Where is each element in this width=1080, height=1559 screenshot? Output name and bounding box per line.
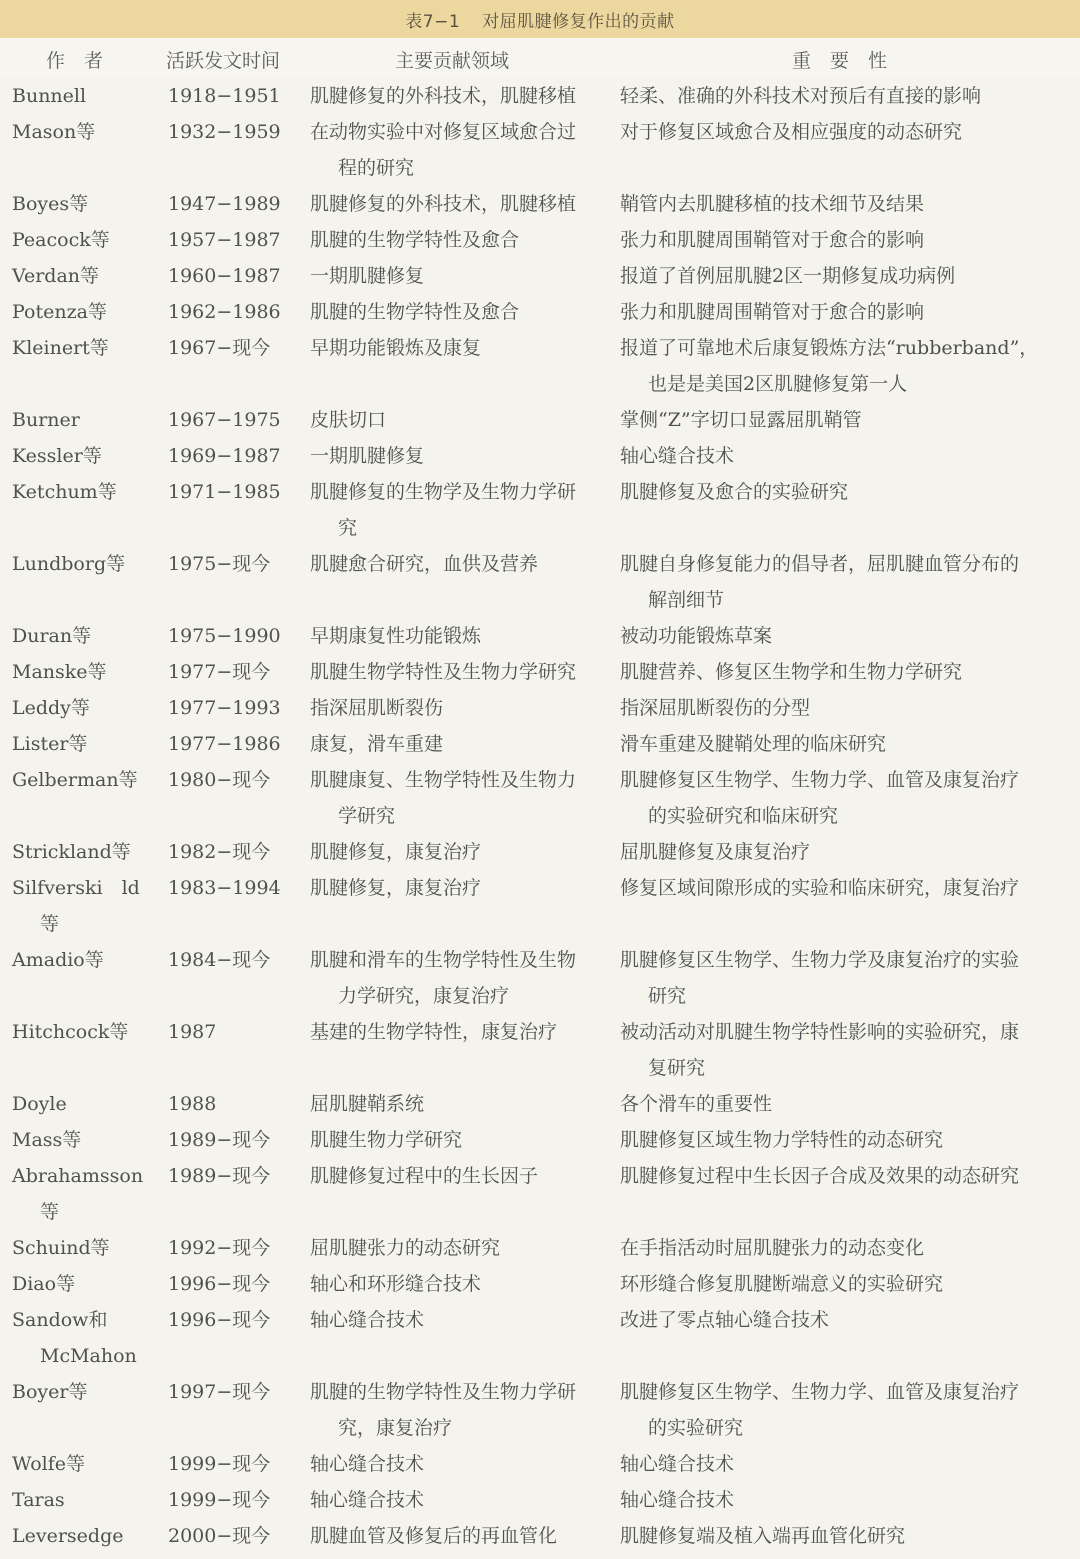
field-cell-line: 早期功能锻炼及康复: [310, 337, 482, 359]
author-cell-line: Abrahamsson: [12, 1165, 144, 1187]
field-cell: [310, 294, 610, 330]
table-row: [0, 690, 1080, 726]
table-row: [0, 654, 1080, 690]
header-author: 作 者: [46, 50, 104, 72]
table-row: [0, 1302, 1080, 1374]
field-cell-line: 轴心缝合技术: [310, 1309, 425, 1331]
table-row: [0, 1482, 1080, 1518]
period-cell: [168, 726, 298, 762]
author-cell: [12, 942, 152, 978]
author-cell-line: Taras: [12, 1489, 65, 1511]
field-cell: [310, 942, 610, 1014]
field-cell: [310, 78, 610, 114]
importance-cell: [620, 1482, 1075, 1518]
author-cell: [12, 1266, 152, 1302]
importance-cell-line: 也是是美国2区肌腱修复第一人: [648, 373, 908, 395]
table-row: [0, 1374, 1080, 1446]
period-cell: [168, 1086, 298, 1122]
author-cell: [12, 258, 152, 294]
period-text: 2000−现今: [168, 1525, 271, 1547]
importance-cell-line: 的实验研究和临床研究: [648, 805, 839, 827]
importance-cell-line: 被动功能锻炼草案: [620, 625, 773, 647]
field-cell-line: 肌腱和滑车的生物学特性及生物: [310, 949, 577, 971]
field-cell-line: 屈肌腱张力的动态研究: [310, 1237, 501, 1259]
importance-cell-line: 被动活动对肌腱生物学特性影响的实验研究，康: [620, 1021, 1020, 1043]
importance-cell-line: 对于修复区域愈合及相应强度的动态研究: [620, 121, 963, 143]
author-cell: [12, 1482, 152, 1518]
author-cell: [12, 834, 152, 870]
field-cell: [310, 1122, 610, 1158]
importance-cell-line: 肌腱修复区生物学、生物力学及康复治疗的实验: [620, 949, 1020, 971]
period-cell: [168, 1374, 298, 1410]
field-cell-line: 基建的生物学特性，康复治疗: [310, 1021, 558, 1043]
period-text: 1992−现今: [168, 1237, 271, 1259]
importance-cell-line: 解剖细节: [648, 589, 725, 611]
table-row: [0, 474, 1080, 546]
importance-cell-line: 滑车重建及腱鞘处理的临床研究: [620, 733, 887, 755]
author-cell: [12, 114, 152, 150]
author-cell-line: Wolfe等: [12, 1453, 86, 1475]
period-cell: [168, 1266, 298, 1302]
field-cell: [310, 834, 610, 870]
author-cell-line: Gelberman等: [12, 769, 138, 791]
period-text: 1971−1985: [168, 481, 281, 503]
field-cell: [310, 1266, 610, 1302]
period-cell: [168, 1518, 298, 1554]
table-row: [0, 1518, 1080, 1554]
importance-cell-line: 轴心缝合技术: [620, 1489, 735, 1511]
importance-cell: [620, 834, 1075, 870]
field-cell-line: 究，康复治疗: [338, 1417, 453, 1439]
field-cell-line: 指深屈肌断裂伤: [310, 697, 444, 719]
table-number: 表7−1: [405, 11, 461, 32]
field-cell-line: 肌腱修复，康复治疗: [310, 841, 482, 863]
period-cell: [168, 222, 298, 258]
importance-cell-line: 肌腱修复区域生物力学特性的动态研究: [620, 1129, 944, 1151]
period-text: 1999−现今: [168, 1453, 271, 1475]
period-text: 1977−现今: [168, 661, 271, 683]
field-cell: [310, 1158, 610, 1194]
author-cell-line: Silfverski ld: [12, 877, 140, 899]
period-cell: [168, 258, 298, 294]
field-cell-line: 肌腱的生物学特性及生物力学研: [310, 1381, 577, 1403]
table-row: [0, 78, 1080, 114]
period-cell: [168, 1482, 298, 1518]
author-cell-line: Lundborg等: [12, 553, 126, 575]
period-cell: [168, 402, 298, 438]
importance-cell-line: 肌腱修复过程中生长因子合成及效果的动态研究: [620, 1165, 1020, 1187]
importance-cell: [620, 726, 1075, 762]
author-cell: [12, 1014, 152, 1050]
importance-cell: [620, 690, 1075, 726]
importance-cell-line: 肌腱修复端及植入端再血管化研究: [620, 1525, 906, 1547]
table-row: [0, 1158, 1080, 1230]
period-text: 1967−1975: [168, 409, 281, 431]
author-cell: [12, 726, 152, 762]
table-row: [0, 1446, 1080, 1482]
importance-cell-line: 轻柔、准确的外科技术对预后有直接的影响: [620, 85, 982, 107]
author-cell: [12, 654, 152, 690]
importance-cell-line: 改进了零点轴心缝合技术: [620, 1309, 830, 1331]
author-cell-line: Diao等: [12, 1273, 76, 1295]
importance-cell-line: 报道了可靠地术后康复锻炼方法“rubberband”，: [620, 337, 1039, 359]
period-text: 1932−1959: [168, 121, 281, 143]
author-cell-line: Mason等: [12, 121, 96, 143]
author-cell: [12, 402, 152, 438]
importance-cell: [620, 438, 1075, 474]
author-cell: [12, 1302, 152, 1374]
field-cell-line: 一期肌腱修复: [310, 445, 425, 467]
importance-cell: [620, 942, 1075, 1014]
author-cell-line: 等: [40, 1201, 60, 1223]
period-text: 1975−1990: [168, 625, 281, 647]
table-row: [0, 1086, 1080, 1122]
period-text: 1977−1986: [168, 733, 281, 755]
importance-cell: [620, 618, 1075, 654]
importance-cell-line: 肌腱修复区生物学、生物力学、血管及康复治疗: [620, 1381, 1020, 1403]
importance-cell-line: 轴心缝合技术: [620, 1453, 735, 1475]
period-cell: [168, 942, 298, 978]
field-cell: [310, 618, 610, 654]
importance-cell-line: 鞘管内去肌腱移植的技术细节及结果: [620, 193, 925, 215]
table-row: [0, 222, 1080, 258]
author-cell: [12, 546, 152, 582]
period-cell: [168, 1122, 298, 1158]
importance-cell: [620, 258, 1075, 294]
field-cell: [310, 1446, 610, 1482]
importance-cell-line: 张力和肌腱周围鞘管对于愈合的影响: [620, 301, 925, 323]
importance-cell: [620, 762, 1075, 834]
period-text: 1947−1989: [168, 193, 281, 215]
table-row: [0, 618, 1080, 654]
importance-cell: [620, 402, 1075, 438]
field-cell: [310, 762, 610, 834]
period-cell: [168, 834, 298, 870]
field-cell-line: 肌腱的生物学特性及愈合: [310, 229, 520, 251]
period-text: 1983−1994: [168, 877, 281, 899]
period-cell: [168, 114, 298, 150]
table-body: [0, 78, 1080, 1554]
importance-cell: [620, 78, 1075, 114]
author-cell: [12, 1230, 152, 1266]
author-cell: [12, 618, 152, 654]
table-row: [0, 114, 1080, 186]
period-text: 1960−1987: [168, 265, 281, 287]
field-cell: [310, 1482, 610, 1518]
period-text: 1977−1993: [168, 697, 281, 719]
table-header: [0, 38, 1080, 78]
period-text: 1967−现今: [168, 337, 271, 359]
importance-cell: [620, 114, 1075, 150]
author-cell-line: Amadio等: [12, 949, 104, 971]
period-cell: [168, 186, 298, 222]
period-cell: [168, 78, 298, 114]
table-row: [0, 402, 1080, 438]
author-cell-line: Leversedge: [12, 1525, 124, 1547]
field-cell-line: 肌腱愈合研究，血供及营养: [310, 553, 539, 575]
author-cell-line: Kessler等: [12, 445, 102, 467]
author-cell-line: Ketchum等: [12, 481, 117, 503]
author-cell-line: Mass等: [12, 1129, 82, 1151]
importance-cell-line: 屈肌腱修复及康复治疗: [620, 841, 811, 863]
field-cell-line: 肌腱修复，康复治疗: [310, 877, 482, 899]
period-cell: [168, 762, 298, 798]
table-row: [0, 762, 1080, 834]
field-cell-line: 肌腱修复的外科技术，肌腱移植: [310, 85, 577, 107]
field-cell-line: 程的研究: [338, 157, 415, 179]
field-cell-line: 肌腱的生物学特性及愈合: [310, 301, 520, 323]
field-cell: [310, 1086, 610, 1122]
period-text: 1962−1986: [168, 301, 281, 323]
author-cell-line: Strickland等: [12, 841, 131, 863]
importance-cell: [620, 546, 1075, 618]
field-cell-line: 学研究: [338, 805, 396, 827]
author-cell: [12, 1086, 152, 1122]
importance-cell-line: 报道了首例屈肌腱2区一期修复成功病例: [620, 265, 956, 287]
table-row: [0, 870, 1080, 942]
field-cell-line: 力学研究，康复治疗: [338, 985, 510, 1007]
period-text: 1980−现今: [168, 769, 271, 791]
importance-cell: [620, 222, 1075, 258]
importance-cell-line: 修复区域间隙形成的实验和临床研究，康复治疗: [620, 877, 1020, 899]
field-cell: [310, 330, 610, 366]
author-cell-line: Schuind等: [12, 1237, 110, 1259]
period-text: 1989−现今: [168, 1129, 271, 1151]
period-cell: [168, 1446, 298, 1482]
author-cell-line: Sandow和: [12, 1309, 108, 1331]
importance-cell-line: 各个滑车的重要性: [620, 1093, 773, 1115]
author-cell-line: Peacock等: [12, 229, 110, 251]
importance-cell: [620, 654, 1075, 690]
importance-cell: [620, 1266, 1075, 1302]
period-cell: [168, 1158, 298, 1194]
author-cell: [12, 870, 152, 942]
author-cell: [12, 1122, 152, 1158]
period-cell: [168, 654, 298, 690]
importance-cell: [620, 1230, 1075, 1266]
importance-cell-line: 的实验研究: [648, 1417, 744, 1439]
table-caption: [0, 0, 1080, 38]
author-cell-line: Boyes等: [12, 193, 89, 215]
importance-cell-line: 轴心缝合技术: [620, 445, 735, 467]
author-cell: [12, 474, 152, 510]
period-cell: [168, 870, 298, 906]
period-text: 1984−现今: [168, 949, 271, 971]
table-row: [0, 1122, 1080, 1158]
period-text: 1957−1987: [168, 229, 281, 251]
field-cell-line: 一期肌腱修复: [310, 265, 425, 287]
table-row: [0, 330, 1080, 402]
author-cell: [12, 438, 152, 474]
period-text: 1982−现今: [168, 841, 271, 863]
importance-cell: [620, 1086, 1075, 1122]
author-cell-line: Hitchcock等: [12, 1021, 129, 1043]
field-cell-line: 在动物实验中对修复区域愈合过: [310, 121, 577, 143]
table-row: [0, 258, 1080, 294]
author-cell: [12, 762, 152, 798]
table-row: [0, 726, 1080, 762]
field-cell-line: 轴心缝合技术: [310, 1489, 425, 1511]
field-cell: [310, 474, 610, 546]
field-cell: [310, 1374, 610, 1446]
period-text: 1988: [168, 1093, 217, 1115]
period-text: 1996−现今: [168, 1273, 271, 1295]
period-cell: [168, 1230, 298, 1266]
field-cell-line: 肌腱生物力学研究: [310, 1129, 463, 1151]
period-cell: [168, 1014, 298, 1050]
field-cell: [310, 870, 610, 906]
period-text: 1969−1987: [168, 445, 281, 467]
author-cell-line: Verdan等: [12, 265, 100, 287]
field-cell-line: 轴心缝合技术: [310, 1453, 425, 1475]
importance-cell-line: 张力和肌腱周围鞘管对于愈合的影响: [620, 229, 925, 251]
field-cell-line: 肌腱修复过程中的生长因子: [310, 1165, 539, 1187]
field-cell: [310, 690, 610, 726]
period-cell: [168, 330, 298, 366]
author-cell: [12, 186, 152, 222]
period-text: 1989−现今: [168, 1165, 271, 1187]
header-field: 主要贡献领域: [395, 50, 510, 72]
author-cell-line: Burner: [12, 409, 80, 431]
period-text: 1996−现今: [168, 1309, 271, 1331]
importance-cell-line: 肌腱修复及愈合的实验研究: [620, 481, 849, 503]
field-cell: [310, 1518, 610, 1554]
period-text: 1999−现今: [168, 1489, 271, 1511]
field-cell-line: 皮肤切口: [310, 409, 387, 431]
period-cell: [168, 618, 298, 654]
field-cell-line: 轴心和环形缝合技术: [310, 1273, 482, 1295]
importance-cell-line: 掌侧“Z”字切口显露屈肌鞘管: [620, 409, 862, 431]
author-cell: [12, 294, 152, 330]
importance-cell-line: 环形缝合修复肌腱断端意义的实验研究: [620, 1273, 944, 1295]
field-cell: [310, 114, 610, 186]
importance-cell: [620, 1158, 1075, 1194]
author-cell-line: Potenza等: [12, 301, 107, 323]
importance-cell-line: 研究: [648, 985, 687, 1007]
author-cell-line: Kleinert等: [12, 337, 109, 359]
period-cell: [168, 294, 298, 330]
author-cell: [12, 78, 152, 114]
field-cell-line: 肌腱修复的生物学及生物力学研: [310, 481, 577, 503]
header-importance: 重 要 性: [792, 50, 888, 72]
author-cell-line: McMahon: [40, 1345, 137, 1367]
field-cell-line: 究: [338, 517, 358, 539]
field-cell-line: 肌腱血管及修复后的再血管化: [310, 1525, 558, 1547]
table-row: [0, 834, 1080, 870]
field-cell: [310, 186, 610, 222]
period-cell: [168, 1302, 298, 1338]
table-row: [0, 294, 1080, 330]
author-cell-line: 等: [40, 913, 60, 935]
importance-cell: [620, 186, 1075, 222]
importance-cell: [620, 1302, 1075, 1338]
field-cell: [310, 402, 610, 438]
period-text: 1975−现今: [168, 553, 271, 575]
importance-cell: [620, 1446, 1075, 1482]
table-row: [0, 546, 1080, 618]
author-cell: [12, 222, 152, 258]
author-cell-line: Duran等: [12, 625, 92, 647]
period-text: 1918−1951: [168, 85, 281, 107]
table-row: [0, 1014, 1080, 1086]
field-cell-line: 早期康复性功能锻炼: [310, 625, 482, 647]
importance-cell-line: 肌腱修复区生物学、生物力学、血管及康复治疗: [620, 769, 1020, 791]
author-cell: [12, 1446, 152, 1482]
field-cell: [310, 546, 610, 582]
table-title: 对屈肌腱修复作出的贡献: [482, 11, 675, 32]
field-cell: [310, 654, 610, 690]
author-cell: [12, 1158, 152, 1230]
period-text: 1997−现今: [168, 1381, 271, 1403]
field-cell-line: 康复，滑车重建: [310, 733, 444, 755]
importance-cell-line: 指深屈肌断裂伤的分型: [620, 697, 811, 719]
period-cell: [168, 690, 298, 726]
author-cell-line: Leddy等: [12, 697, 90, 719]
field-cell-line: 肌腱修复的外科技术，肌腱移植: [310, 193, 577, 215]
author-cell: [12, 330, 152, 366]
importance-cell: [620, 474, 1075, 510]
author-cell: [12, 1374, 152, 1410]
field-cell: [310, 1230, 610, 1266]
table-row: [0, 438, 1080, 474]
importance-cell: [620, 330, 1075, 402]
author-cell: [12, 1518, 152, 1554]
importance-cell: [620, 870, 1075, 906]
field-cell: [310, 1014, 610, 1050]
period-cell: [168, 546, 298, 582]
author-cell-line: Lister等: [12, 733, 88, 755]
importance-cell-line: 在手指活动时屈肌腱张力的动态变化: [620, 1237, 925, 1259]
field-cell-line: 屈肌腱鞘系统: [310, 1093, 425, 1115]
importance-cell-line: 肌腱营养、修复区生物学和生物力学研究: [620, 661, 963, 683]
table-row: [0, 1230, 1080, 1266]
author-cell-line: Bunnell: [12, 85, 87, 107]
table-row: [0, 942, 1080, 1014]
table-row: [0, 186, 1080, 222]
importance-cell: [620, 1122, 1075, 1158]
field-cell: [310, 726, 610, 762]
importance-cell: [620, 1518, 1075, 1554]
table-row: [0, 1266, 1080, 1302]
period-text: 1987: [168, 1021, 217, 1043]
author-cell-line: Manske等: [12, 661, 107, 683]
period-cell: [168, 474, 298, 510]
importance-cell: [620, 294, 1075, 330]
field-cell-line: 肌腱生物学特性及生物力学研究: [310, 661, 577, 683]
author-cell-line: Boyer等: [12, 1381, 88, 1403]
field-cell: [310, 438, 610, 474]
header-period: 活跃发文时间: [166, 50, 281, 72]
author-cell: [12, 690, 152, 726]
importance-cell: [620, 1374, 1075, 1446]
period-cell: [168, 438, 298, 474]
field-cell: [310, 222, 610, 258]
field-cell: [310, 258, 610, 294]
importance-cell: [620, 1014, 1075, 1086]
importance-cell-line: 复研究: [648, 1057, 706, 1079]
field-cell: [310, 1302, 610, 1338]
importance-cell-line: 肌腱自身修复能力的倡导者，屈肌腱血管分布的: [620, 553, 1020, 575]
field-cell-line: 肌腱康复、生物学特性及生物力: [310, 769, 577, 791]
author-cell-line: Doyle: [12, 1093, 67, 1115]
